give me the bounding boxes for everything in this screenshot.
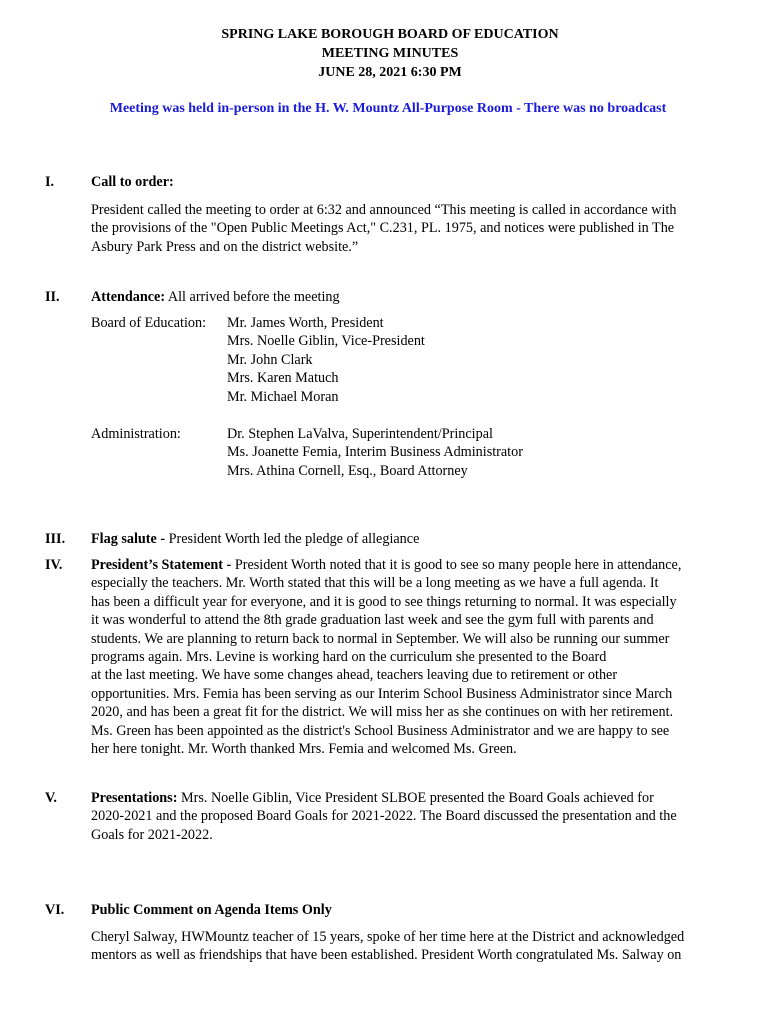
board-member: Mrs. Noelle Giblin, Vice-President bbox=[227, 333, 425, 350]
section-number-5: V. bbox=[45, 790, 57, 806]
text-line: it was wonderful to attend the 8th grade graduation last week and see the gym full with parents and bbox=[91, 612, 654, 629]
section-number-2: II. bbox=[45, 289, 60, 305]
board-label: Board of Education: bbox=[91, 315, 207, 331]
text-line: opportunities. Mrs. Femia has been serving as our Interim School Business Administrator since March bbox=[91, 685, 673, 702]
text-line: mentors as well as friendships that have been established. President Worth congratulated Ms. Salway on bbox=[91, 947, 682, 964]
section-title-attendance: Attendance: bbox=[91, 289, 166, 305]
document-subtitle: MEETING MINUTES bbox=[321, 46, 459, 61]
text-line: Asbury Park Press and on the district website.” bbox=[91, 238, 359, 255]
administration-list bbox=[227, 425, 523, 480]
text-line: has been a difficult year for everyone, and it is good to see things returning to normal. It was especially bbox=[91, 593, 677, 610]
section-title-presidents-statement: President’s Statement - bbox=[91, 557, 232, 573]
administrator: Dr. Stephen LaValva, Superintendent/Principal bbox=[227, 426, 493, 442]
section-title-call-to-order: Call to order: bbox=[91, 174, 174, 190]
section-4-text bbox=[91, 556, 727, 758]
document-title: SPRING LAKE BOROUGH BOARD OF EDUCATION bbox=[221, 27, 559, 42]
board-members-list bbox=[227, 314, 425, 406]
flag-salute-text: President Worth led the pledge of allegiance bbox=[165, 531, 420, 547]
section-1-text bbox=[91, 201, 727, 256]
text-line-rest: President Worth noted that it is good to see so many people here in attendance, bbox=[231, 557, 682, 573]
board-member: Mr. Michael Moran bbox=[227, 388, 339, 405]
section-heading-attendance bbox=[91, 288, 727, 306]
administrator: Mrs. Athina Cornell, Esq., Board Attorney bbox=[227, 462, 468, 479]
meeting-date: JUNE 28, 2021 6:30 PM bbox=[318, 65, 462, 80]
text-line: the provisions of the "Open Public Meetings Act," C.231, PL. 1975, and notices were published in The bbox=[91, 220, 675, 237]
board-member: Mr. John Clark bbox=[227, 351, 313, 368]
section-heading-flag-salute bbox=[91, 530, 727, 548]
attendance-note: All arrived before the meeting bbox=[165, 289, 340, 305]
text-line: at the last meeting. We have some changes ahead, teachers leaving due to retirement or other bbox=[91, 667, 618, 684]
text-line: programs again. Mrs. Levine is working hard on the curriculum she presented to the Board bbox=[91, 649, 607, 666]
meeting-location-notice: Meeting was held in-person in the H. W. Mountz All-Purpose Room - There was no broadcast bbox=[109, 101, 667, 116]
text-line-rest: Mrs. Noelle Giblin, Vice President SLBOE presented the Board Goals achieved for bbox=[177, 790, 654, 806]
text-line: Ms. Green has been appointed as the district's School Business Administrator and we are happy to see bbox=[91, 722, 670, 739]
text-line: 2020-2021 and the proposed Board Goals for 2021-2022. The Board discussed the presentation and the bbox=[91, 808, 677, 825]
board-member: Mrs. Karen Matuch bbox=[227, 370, 339, 387]
section-title-presentations: Presentations: bbox=[91, 790, 178, 806]
text-line bbox=[91, 789, 727, 807]
text-line: 2020, and has been a great fit for the district. We will miss her as she continues on with her retirement. bbox=[91, 704, 674, 721]
section-number-4: IV. bbox=[45, 557, 63, 573]
section-5-text bbox=[91, 789, 727, 844]
board-member: Mr. James Worth, President bbox=[227, 315, 384, 331]
text-line: students. We are planning to return back to normal in September. We will also be running our summer bbox=[91, 630, 670, 647]
text-line: her here tonight. Mr. Worth thanked Mrs. Femia and welcomed Ms. Green. bbox=[91, 741, 517, 758]
section-title-public-comment: Public Comment on Agenda Items Only bbox=[91, 902, 332, 918]
text-line: President called the meeting to order at 6:32 and announced “This meeting is called in accordance with bbox=[91, 202, 677, 218]
text-line: especially the teachers. Mr. Worth stated that this will be a long meeting as we have a full agenda. It bbox=[91, 575, 659, 592]
text-line: Cheryl Salway, HWMountz teacher of 15 years, spoke of her time here at the District and acknowledged bbox=[91, 929, 685, 945]
administrator: Ms. Joanette Femia, Interim Business Administrator bbox=[227, 444, 523, 461]
section-number-6: VI. bbox=[45, 902, 65, 918]
text-line: Goals for 2021-2022. bbox=[91, 826, 213, 843]
section-number-1: I. bbox=[45, 174, 55, 190]
administration-label: Administration: bbox=[91, 426, 181, 442]
text-line bbox=[91, 556, 727, 574]
section-6-text bbox=[91, 928, 727, 965]
section-number-3: III. bbox=[45, 531, 66, 547]
section-title-flag-salute: Flag salute - bbox=[91, 531, 166, 547]
